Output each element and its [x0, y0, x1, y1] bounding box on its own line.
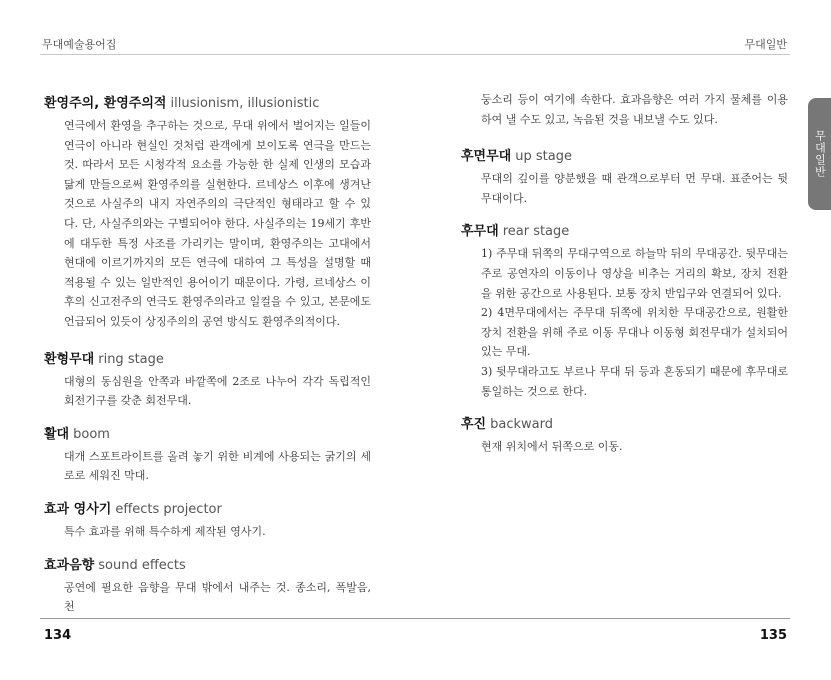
term-english: backward — [490, 417, 553, 433]
entry-term — [44, 556, 371, 576]
definition-paragraph: 3) 뒷무대라고도 부르나 무대 뒤 등과 혼동되기 때문에 후무대로 통일하는 것으로 한다. — [481, 364, 788, 398]
entry-definition — [44, 116, 371, 332]
glossary-entry — [44, 350, 371, 411]
term-english: rear stage — [502, 224, 570, 240]
entry-definition — [44, 522, 371, 542]
definition-paragraph: 2) 4면무대에서는 주무대 뒤쪽에 위치한 무대공간으로, 원활한 장치 전환을 위해 주로 이동 무대나 이동형 회전무대가 설치되어 있는 무대. — [481, 306, 788, 359]
entry-term — [44, 500, 371, 520]
term-english: illusionism, illusionistic — [170, 96, 320, 111]
glossary-entry — [44, 556, 371, 617]
definition-paragraph: 대개 스포트라이트를 올려 놓기 위한 비계에 사용되는 굵기의 세로로 세워진 막대. — [64, 449, 371, 483]
term-korean: 환영주의, 환영주의적 — [44, 96, 167, 111]
term-english: up stage — [515, 149, 572, 165]
definition-paragraph: 1) 주무대 뒤쪽의 무대구역으로 하늘막 뒤의 무대공간. 뒷무대는 주로 공연자의 이동이나 영상을 비추는 거리의 확보, 장치 전환을 위한 공간으로 사용된다. 보통 장치 반입구와 연결되어 있다. — [481, 247, 788, 300]
definition-paragraph: 현재 위치에서 뒤쪽으로 이동. — [481, 440, 623, 454]
entry-term — [44, 94, 371, 114]
definition-paragraph: 둥소리 등이 여기에 속한다. 효과음향은 여러 가지 물체를 이용하여 낼 수도 있고, 녹음된 것을 내보낼 수도 있다. — [481, 93, 788, 126]
entry-term — [461, 415, 788, 435]
term-english: ring stage — [98, 351, 164, 367]
entry-term — [461, 147, 788, 167]
entry-term — [461, 222, 788, 242]
side-tab-label: 무대일반 — [813, 130, 827, 178]
page-number-right: 135 — [759, 628, 787, 643]
glossary-entry — [44, 94, 371, 332]
header-divider — [40, 54, 790, 55]
glossary-entry — [44, 500, 371, 542]
entry-term — [44, 425, 371, 445]
term-korean: 후무대 — [461, 224, 499, 240]
entry-definition — [461, 169, 788, 208]
entry-definition — [461, 244, 788, 401]
definition-paragraph: 무대의 깊이를 양분했을 때 관객으로부터 먼 무대. 표준어는 뒷무대이다. — [481, 172, 788, 205]
definition-paragraph: 연극에서 환영을 추구하는 것으로, 무대 위에서 벌어지는 일들이 연극이 아니라 현실인 것처럼 관객에게 보이도록 연극을 만드는 것. 따라서 모든 시청각적 요소를 가능한 한 실제 인생의 모습과 닮게 만들으로써 환영주의를 실현한다. 르네상스 이후에 생겨난 것으로 사실주의 내지 자연주의의 극단적인 형태라고 할 수 있다. 단, 사실주의와는 구별되어야 한다. 사실주의는 19세기 후반에 대두한 특정 사조를 가리키는 말이며, 환영주의는 고대에서 현대에 이르기까지의 모든 연극에 대하여 그 특성을 설명할 때 적용될 수 있는 일반적인 용어이기 때문이다. 가령, 르네상스 이후의 신고전주의 연극도 환영주의라고 일컬을 수 있고, 본문에도 언급되어 있듯이 상징주의의 공연 방식도 환영주의적이다. — [64, 119, 371, 328]
right-page-column — [461, 90, 788, 471]
entry-definition — [44, 372, 371, 411]
definition-paragraph: 공연에 필요한 음향을 무대 밖에서 내주는 것. 종소리, 폭발음, 천 — [64, 580, 371, 614]
section-side-tab[interactable] — [808, 98, 831, 210]
entry-definition — [44, 447, 371, 486]
definition-paragraph: 대형의 동심원을 안쪽과 바깥쪽에 2조로 나누어 각각 독립적인 회전기구를 갖춘 회전무대. — [64, 374, 371, 408]
term-korean: 효과음향 — [44, 557, 95, 573]
term-english: effects projector — [115, 501, 222, 517]
entry-definition — [44, 578, 371, 617]
glossary-entry — [461, 415, 788, 457]
glossary-entry — [44, 425, 371, 486]
entry-definition — [461, 437, 788, 457]
term-english: boom — [73, 426, 110, 442]
term-korean: 활대 — [44, 426, 70, 442]
book-title: 무대예술용어집 — [42, 38, 117, 51]
term-korean: 후진 — [461, 417, 487, 433]
left-page-column — [44, 94, 371, 631]
glossary-entry — [461, 147, 788, 208]
glossary-entry — [461, 222, 788, 401]
section-title: 무대일반 — [744, 38, 787, 51]
term-korean: 후면무대 — [461, 149, 512, 165]
term-korean: 환형무대 — [44, 351, 95, 367]
glossary-entry — [461, 90, 788, 129]
entry-term — [44, 350, 371, 370]
term-korean: 효과 영사기 — [44, 501, 112, 517]
footer-divider — [40, 618, 790, 619]
entry-definition — [461, 90, 788, 129]
page-number-left: 134 — [44, 628, 72, 643]
term-english: sound effects — [98, 557, 186, 573]
definition-paragraph: 특수 효과를 위해 특수하게 제작된 영사기. — [64, 524, 266, 538]
